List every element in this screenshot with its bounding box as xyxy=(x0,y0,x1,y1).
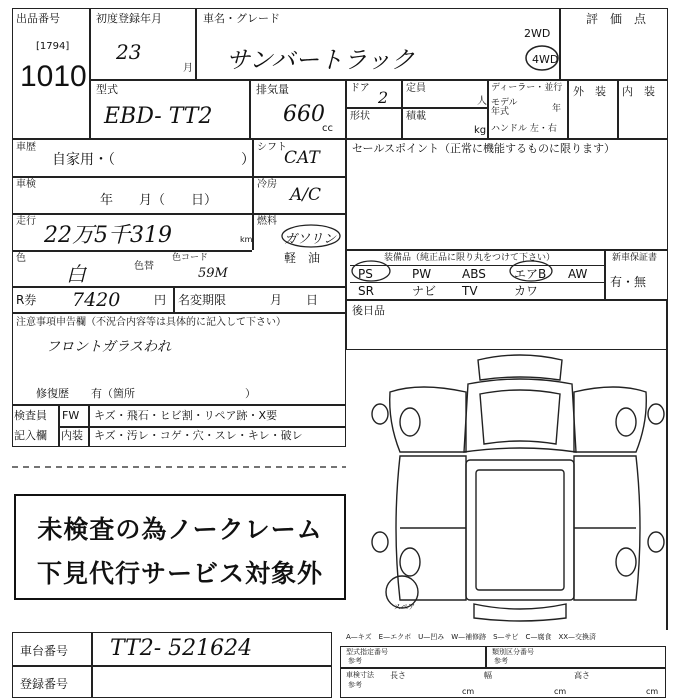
equipment-item-row2-2: TV xyxy=(462,284,478,298)
fuel-label: 燃料 xyxy=(257,216,277,227)
door-label: ドア xyxy=(350,83,370,94)
shape-label: 形状 xyxy=(350,111,370,122)
model-grade-label: 車名・グレード xyxy=(203,12,280,25)
color-change-label: 色替 xyxy=(134,261,154,272)
lot-label: 出品番号 xyxy=(16,12,60,25)
dimension-label: 車検寸法 xyxy=(346,671,374,679)
history-label: 車歴 xyxy=(16,142,36,153)
displacement-unit: cc xyxy=(322,123,333,134)
sales-point-label: セールスポイント（正常に機能するものに限ります） xyxy=(352,142,616,155)
equipment-label: 装備品（純正品に限り丸をつけて下さい） xyxy=(384,253,556,263)
height-label: 高さ xyxy=(574,671,590,680)
equipment-item-row2-3: カワ xyxy=(514,284,539,298)
equipment-item-row2-0: SR xyxy=(358,284,374,298)
interior-text: キズ・汚レ・コゲ・穴・スレ・キレ・破レ xyxy=(94,429,303,442)
reg-label: 登録番号 xyxy=(20,677,69,691)
recycle-value: 7420 xyxy=(72,289,121,311)
designated-ref: 参考 xyxy=(348,657,362,665)
score-label: 評 価 点 xyxy=(586,12,647,26)
equipment-item-row1-0: PS xyxy=(358,267,373,281)
reg-value-cell xyxy=(92,666,332,698)
recycle-unit: 円 xyxy=(154,293,167,307)
color-code-label: 色コード xyxy=(172,253,209,263)
chassis-label: 車台番号 xyxy=(20,644,69,658)
dimension-ref: 参考 xyxy=(348,681,362,689)
handle-label: ハンドル 左・右 xyxy=(491,124,557,134)
mileage-label: 走行 xyxy=(16,216,36,227)
history-value: 自家用・（ ） xyxy=(52,152,255,168)
color-label: 色 xyxy=(16,253,26,264)
capacity-unit: 人 xyxy=(477,96,487,107)
car-damage-diagram xyxy=(370,352,666,624)
width-unit: cm xyxy=(554,687,567,696)
inspector-label-2: 記入欄 xyxy=(14,429,47,442)
shift-value: CAT xyxy=(284,148,320,168)
length-label: 長さ xyxy=(390,671,406,680)
recycle-label: R券 xyxy=(16,293,37,307)
model-year-label: モデル年式 xyxy=(491,98,518,117)
color-value: 白 xyxy=(66,262,86,286)
first-reg-year: 23 xyxy=(116,40,142,64)
width-label: 幅 xyxy=(484,671,492,680)
fuel-value-circle xyxy=(280,222,342,250)
door-value: 2 xyxy=(378,88,389,107)
banner-line-2: 下見代行サービス対象外 xyxy=(36,559,323,588)
exterior-label: 外 装 xyxy=(573,85,606,98)
type-value: EBD- TT2 xyxy=(104,104,213,129)
inspection-value: 年 月（ 日） xyxy=(100,193,218,208)
dimension-cell xyxy=(340,668,666,698)
equipment-item-row2-1: ナビ xyxy=(412,284,437,298)
name-change-value: 月 日 xyxy=(270,293,319,307)
inspector-label-1: 検査員 xyxy=(14,409,47,422)
notes-handwritten: フロントガラスわれ xyxy=(46,339,172,355)
later-items-cell xyxy=(346,300,668,350)
new-warranty-value: 有・無 xyxy=(610,275,647,289)
aircon-value: A/C xyxy=(290,185,322,205)
fw-label: FW xyxy=(62,409,80,422)
drive-4wd-circle xyxy=(524,44,560,72)
year-unit: 年 xyxy=(552,104,562,114)
fw-text: キズ・飛石・ヒビ割・リペア跡・X要 xyxy=(94,409,278,422)
first-reg-label: 初度登録年月 xyxy=(96,12,162,25)
sales-point-cell xyxy=(346,139,668,250)
first-reg-month: 月 xyxy=(183,63,193,74)
color-code-value: 59M xyxy=(198,266,228,281)
fuel-value: ガソリン xyxy=(284,232,337,247)
equipment-item-row1-3: エアB xyxy=(514,267,547,281)
new-warranty-label: 新車保証書 xyxy=(612,253,658,263)
mileage-unit: km xyxy=(240,235,253,244)
interior-label: 内 装 xyxy=(622,85,655,98)
category-label: 類別区分番号 xyxy=(492,648,534,656)
name-change-label: 名変期限 xyxy=(178,293,227,307)
mileage-value: 22万5千319 xyxy=(44,223,172,248)
chassis-value: TT2- 521624 xyxy=(110,636,253,661)
aircon-label: 冷房 xyxy=(257,179,277,190)
equipment-item-row1-2: ABS xyxy=(462,267,486,281)
type-label: 型式 xyxy=(96,83,118,96)
lot-bracket: [1794] xyxy=(36,41,70,52)
dashed-separator xyxy=(12,465,346,469)
fuel-light-oil: 軽 油 xyxy=(284,251,321,265)
dealer-label: ディーラー・並行 xyxy=(491,83,563,93)
repair-history-label: 修復歴 有（箇所 ） xyxy=(36,387,256,400)
height-unit: cm xyxy=(646,687,659,696)
equipment-item-row1-1: PW xyxy=(412,267,432,281)
designated-label: 型式指定番号 xyxy=(346,648,388,656)
length-unit: cm xyxy=(462,687,475,696)
no-claim-banner xyxy=(14,494,346,600)
inspection-label: 車検 xyxy=(16,179,36,190)
load-label: 積載 xyxy=(406,111,426,122)
banner-line-1: 未検査の為ノークレーム xyxy=(37,515,323,544)
equipment-item-row1-4: AW xyxy=(568,267,588,281)
load-unit: kg xyxy=(474,125,487,136)
displacement-value: 660 xyxy=(283,102,325,127)
category-ref: 参考 xyxy=(494,657,508,665)
inspector-interior-label: 内装 xyxy=(61,429,83,442)
drive-4wd: 4WD xyxy=(532,53,559,66)
capacity-label: 定員 xyxy=(406,83,426,94)
spare-label: スペア xyxy=(394,603,415,611)
drive-2wd: 2WD xyxy=(524,27,551,40)
lot-number: 1010 xyxy=(20,60,87,93)
notes-label: 注意事項申告欄（不況合内容等は具体的に記入して下さい） xyxy=(16,317,286,328)
damage-legend: A—キズ E—エクボ U—凹み W—補修跡 S—サビ C—腐食 XX—交換済 xyxy=(346,633,597,641)
later-items-label: 後日品 xyxy=(352,304,385,317)
shift-label: シフト xyxy=(257,142,287,153)
displacement-label: 排気量 xyxy=(256,83,289,96)
model-name: サンバートラック xyxy=(226,46,415,74)
